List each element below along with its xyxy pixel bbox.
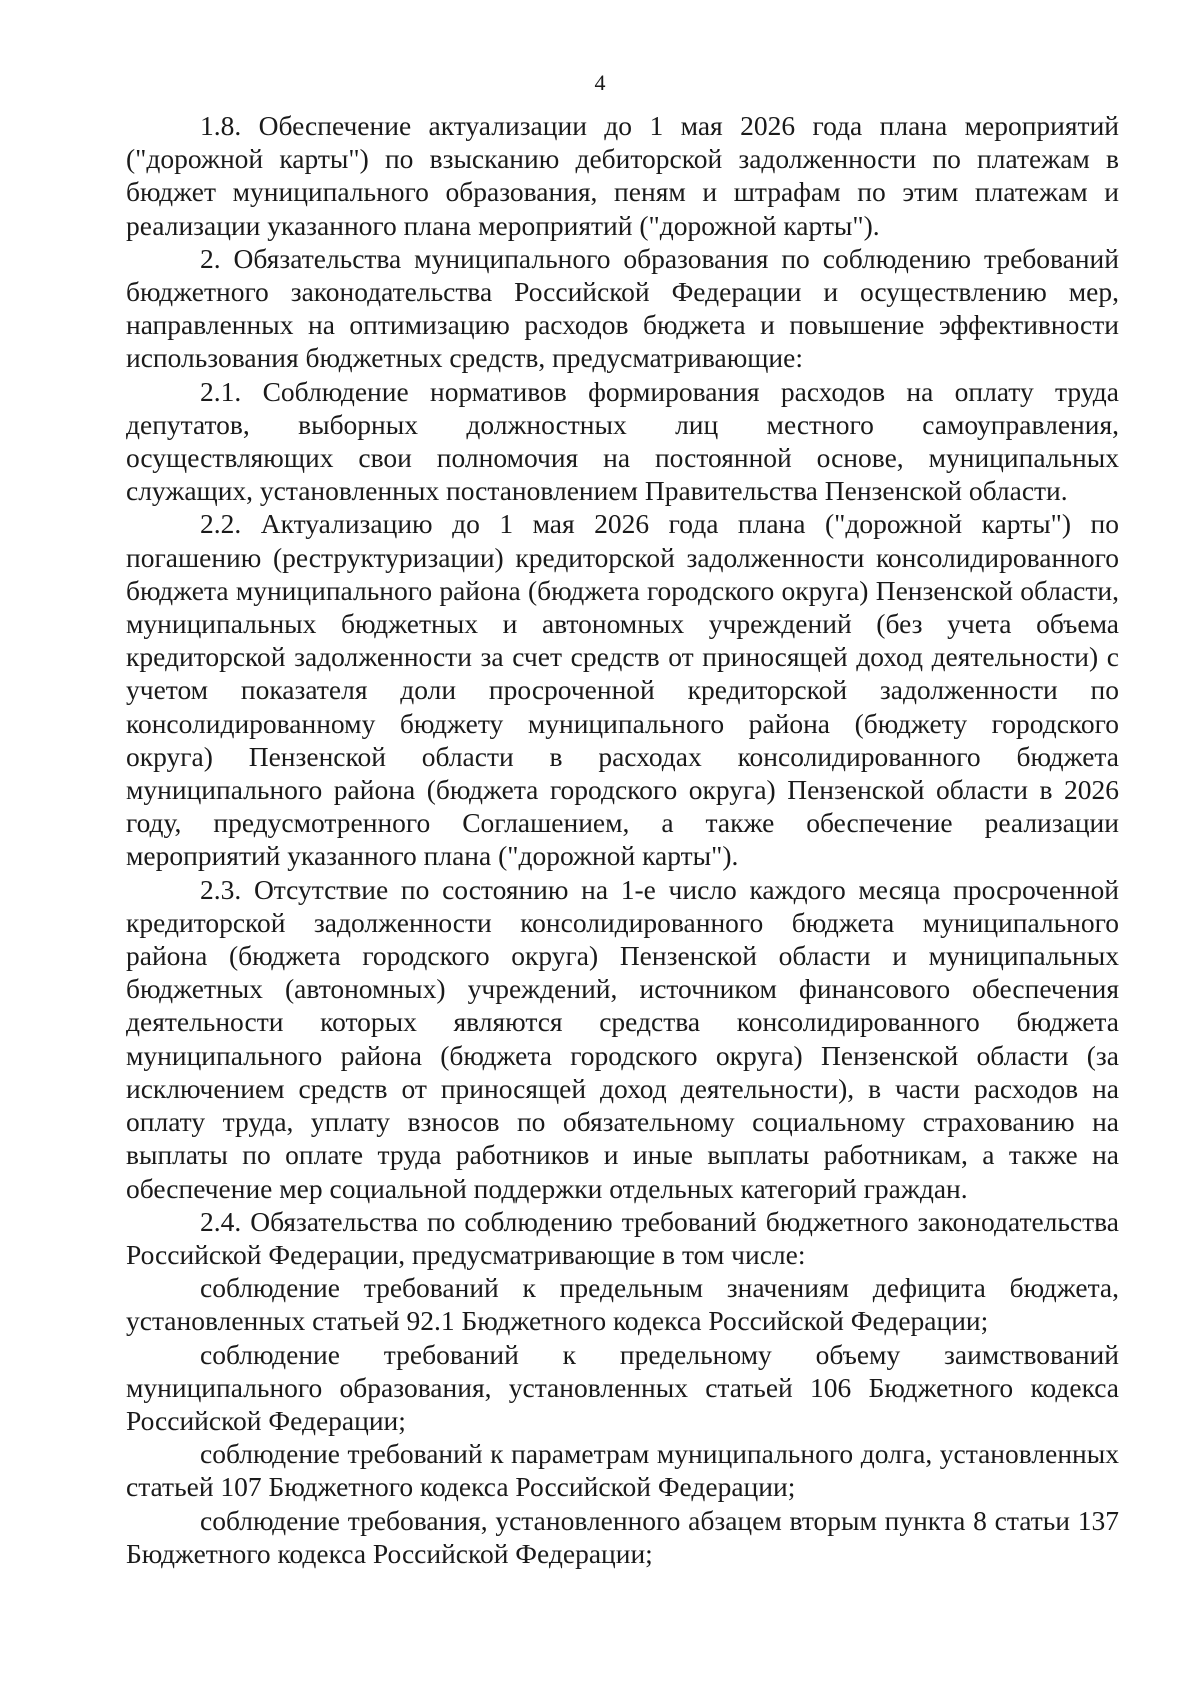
document-body (126, 109, 1119, 1570)
page-number: 4 (594, 70, 606, 95)
list-item-deficit: соблюдение требований к предельным значениям дефицита бюджета, установленных статьей 92.1 Бюджетного кодекса Российской Федерации; (126, 1272, 1119, 1337)
list-item-article-137: соблюдение требования, установленного абзацем вторым пункта 8 статьи 137 Бюджетного кодекса Российской Федерации; (126, 1504, 1119, 1569)
paragraph-1-8: 1.8. Обеспечение актуализации до 1 мая 2026 года плана мероприятий ("дорожной карты") по взысканию дебиторской задолженности по платежам в бюджет муниципального образования, пеням и штрафам по этим платежам и реализации указанного плана мероприятий ("дорожной карты"). (126, 110, 1119, 241)
paragraph-2-3: 2.3. Отсутствие по состоянию на 1-е число каждого месяца просроченной кредиторской задолженности консолидированного бюджета муниципального района (бюджета городского округа) Пензенской области и муниципальных бюджетных (автономных) учреждений, источником финансового обеспечения деятельности которых являются средства консолидированного бюджета муниципального района (бюджета городского округа) Пензенской области (за исключением средств от приносящей доход деятельности), в части расходов на оплату труда, уплату взносов по обязательному социальному страхованию на выплаты по оплате труда работников и иные выплаты работникам, а также на обеспечение мер социальной поддержки отдельных категорий граждан. (126, 873, 1119, 1204)
list-item-debt: соблюдение требований к параметрам муниципального долга, установленных статьей 107 Бюджетного кодекса Российской Федерации; (126, 1438, 1119, 1503)
paragraph-2-4: 2.4. Обязательства по соблюдению требований бюджетного законодательства Российской Федерации, предусматривающие в том числе: (126, 1205, 1119, 1270)
paragraph-2-2: 2.2. Актуализацию до 1 мая 2026 года плана ("дорожной карты") по погашению (реструктуризации) кредиторской задолженности консолидированного бюджета муниципального района (бюджета городского округа) Пензенской области, муниципальных бюджетных и автономных учреждений (без учета объема кредиторской задолженности за счет средств от приносящей доход деятельности) с учетом показателя доли просроченной кредиторской задолженности по консолидированному бюджету муниципального района (бюджету городского округа) Пензенской области в расходах консолидированного бюджета муниципального района (бюджета городского округа) Пензенской области в 2026 году, предусмотренного Соглашением, а также обеспечение реализации мероприятий указанного плана ("дорожной карты"). (126, 508, 1119, 872)
paragraph-2-1: 2.1. Соблюдение нормативов формирования расходов на оплату труда депутатов, выборных должностных лиц местного самоуправления, осуществляющих свои полномочия на постоянной основе, муниципальных служащих, установленных постановлением Правительства Пензенской области. (126, 375, 1119, 507)
paragraph-2: 2. Обязательства муниципального образования по соблюдению требований бюджетного законодательства Российской Федерации и осуществлению мер, направленных на оптимизацию расходов бюджета и повышение эффективности использования бюджетных средств, предусматривающие: (126, 242, 1119, 374)
list-item-borrowing: соблюдение требований к предельному объему заимствований муниципального образования, установленных статьей 106 Бюджетного кодекса Российской Федерации; (126, 1338, 1119, 1436)
